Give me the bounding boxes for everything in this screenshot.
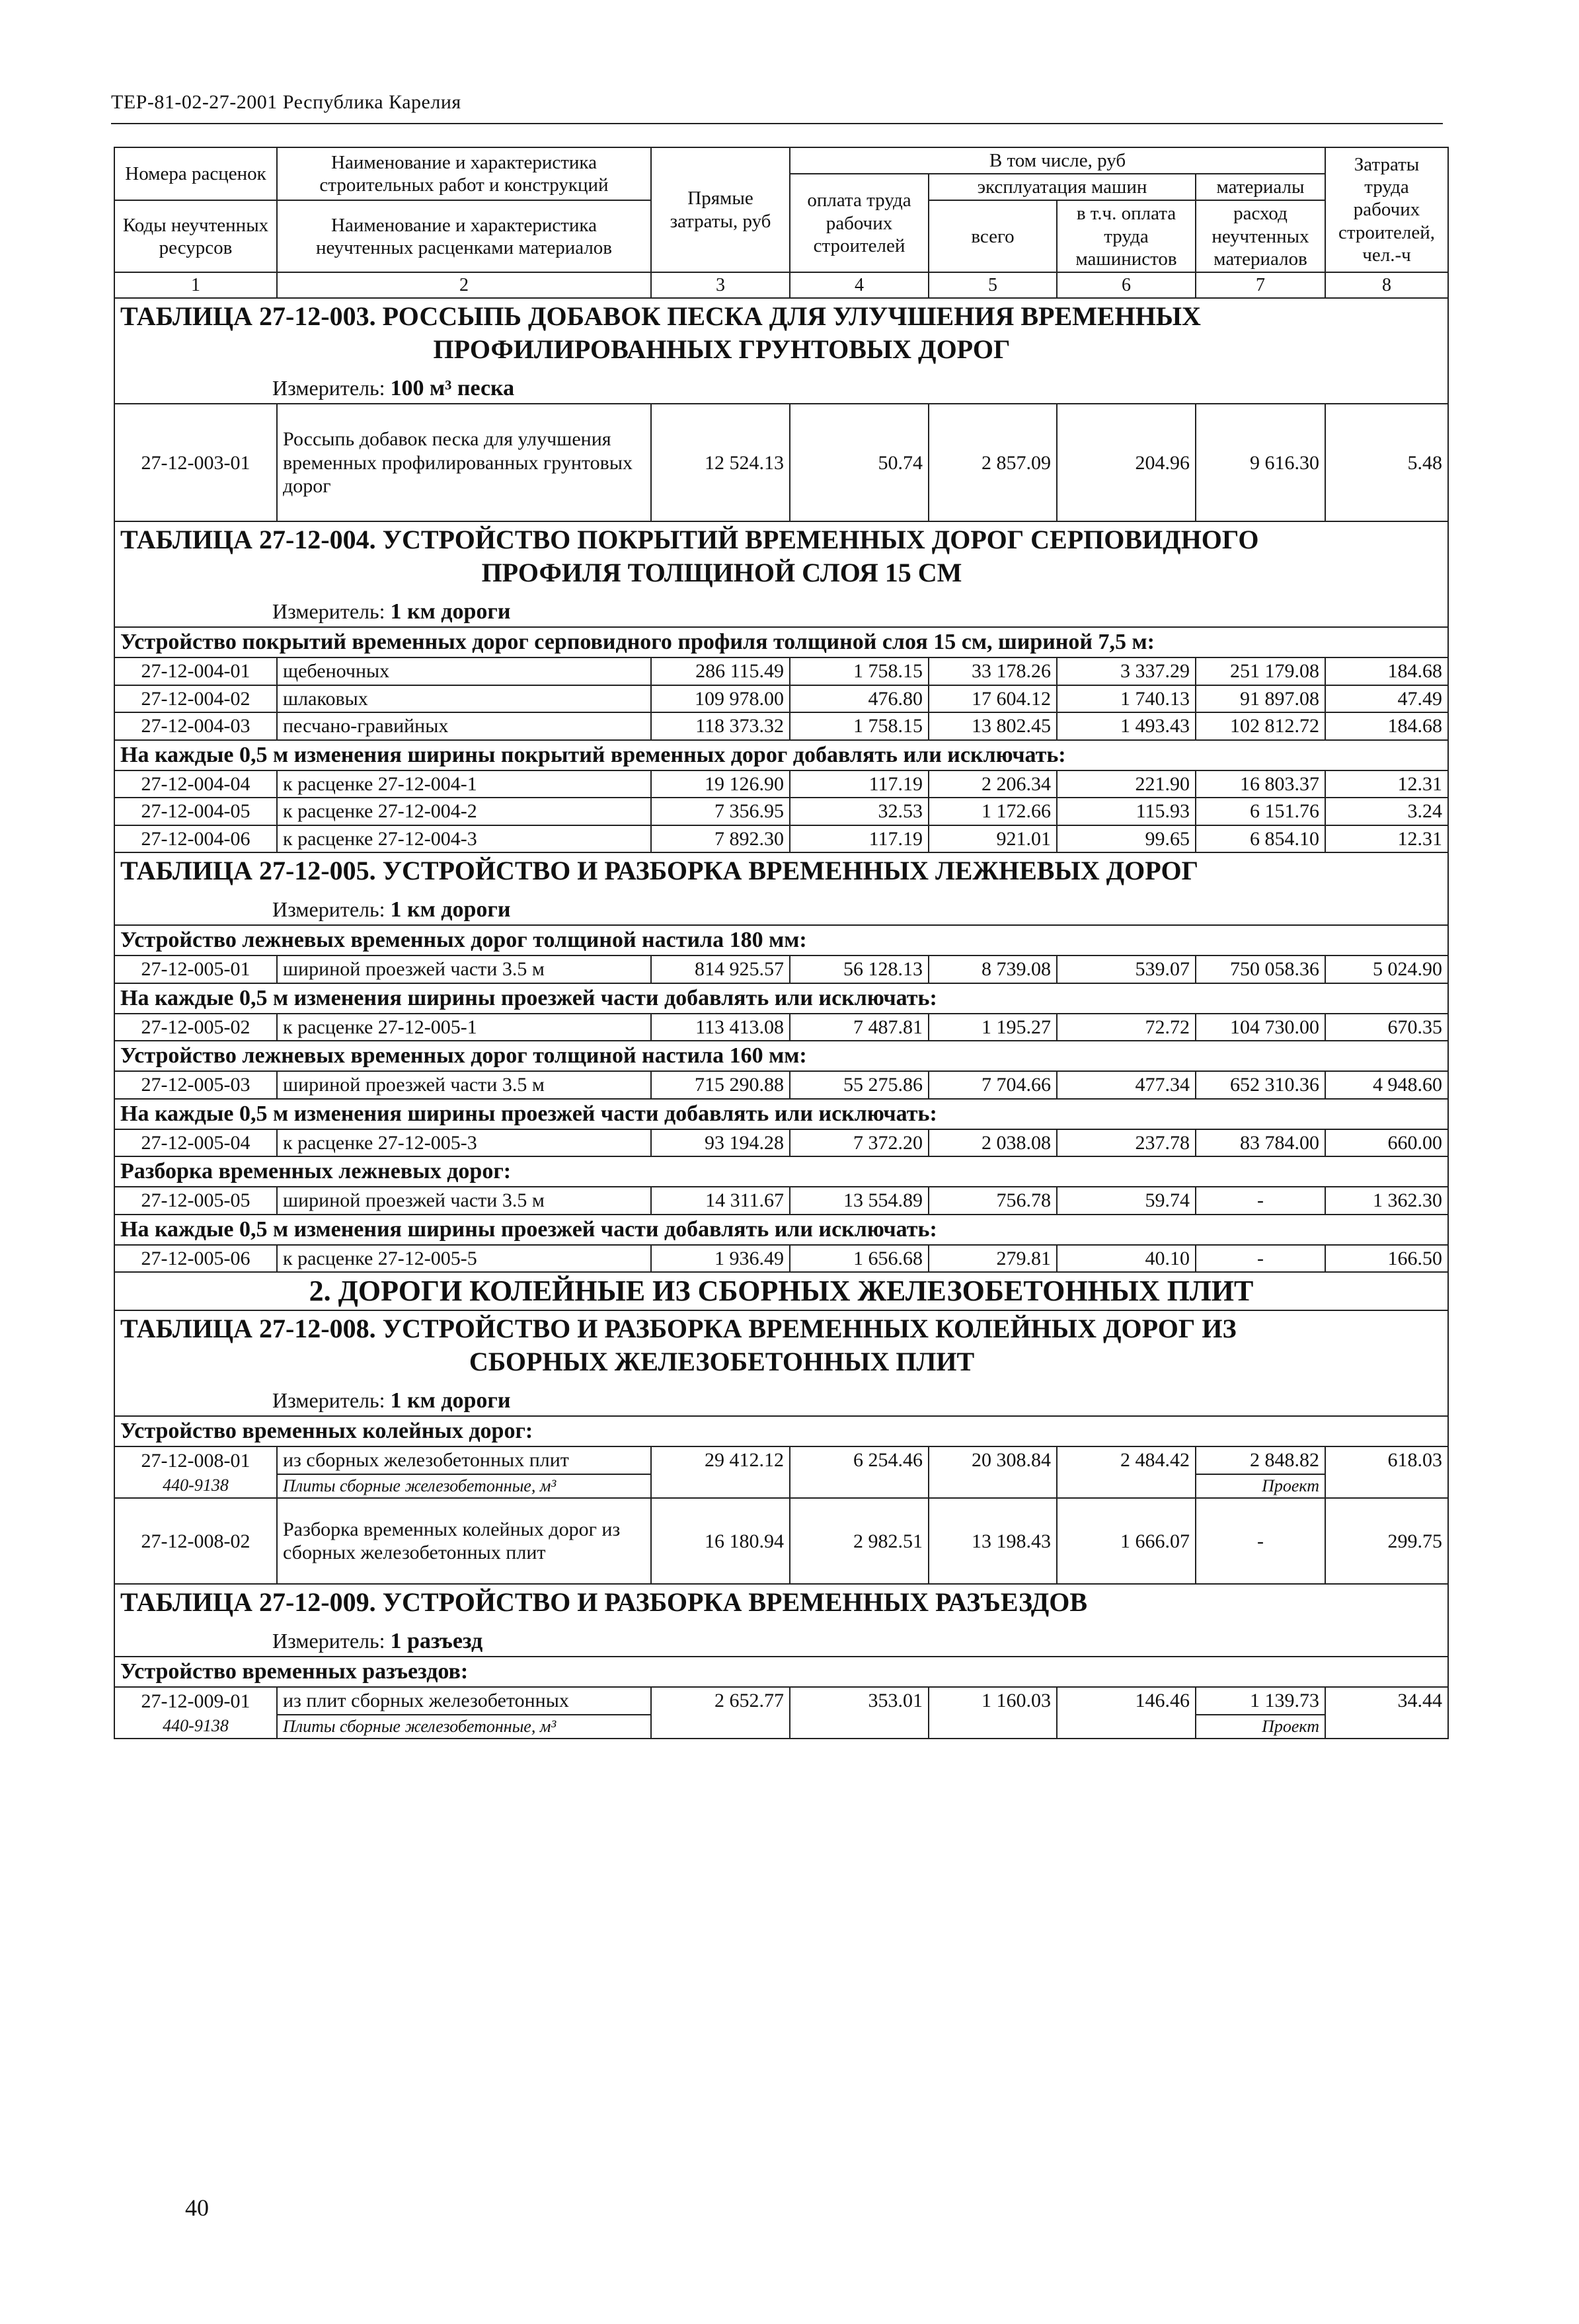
col-labor-cost: Затраты труда рабочих строителей, чел.-ч: [1325, 147, 1448, 272]
table-row: 27-12-009-01 из плит сборных железобетонных 2 652.77 353.01 1 160.03 146.46 1 139.73 34.44: [114, 1687, 1448, 1714]
table-004-subheading-row: [114, 627, 1448, 657]
table-005-subheading-6: На каждые 0,5 м изменения ширины проезжей части добавлять или исключать:: [114, 1215, 1448, 1245]
table-row: 27-12-005-05 шириной проезжей части 3.5 м 14 311.67 13 554.89 756.78 59.74 - 1 362.30: [114, 1187, 1448, 1214]
table-row: 27-12-004-02 шлаковых 109 978.00 476.80 17 604.12 1 740.13 91 897.08 47.49: [114, 685, 1448, 712]
col-num-3: 3: [651, 272, 790, 298]
table-row: 27-12-005-02 к расценке 27-12-005-1 113 413.08 7 487.81 1 195.27 72.72 104 730.00 670.35: [114, 1014, 1448, 1041]
col-incl: В том числе, руб: [790, 147, 1325, 174]
material-row: 440-9138 Плиты сборные железобетонные, м³ Проект: [114, 1474, 1448, 1499]
table-row: 27-12-004-06 к расценке 27-12-004-3 7 892.30 117.19 921.01 99.65 6 854.10 12.31: [114, 825, 1448, 852]
table-row: 27-12-005-06 к расценке 27-12-005-5 1 936.49 1 656.68 279.81 40.10 - 166.50: [114, 1245, 1448, 1272]
table-005-subheading-3: Устройство лежневых временных дорог толщиной настила 160 мм:: [114, 1041, 1448, 1071]
table-row: 27-12-003-01 Россыпь добавок песка для улучшения временных профилированных грунтовых дорог 12 524.13 50.74 2 857.09 204.96 9 616.30 5.48: [114, 404, 1448, 521]
col-machines: эксплуатация машин: [929, 174, 1196, 200]
table-004-measure: Измеритель: 1 км дороги: [272, 599, 511, 624]
col-labor-pay: оплата труда рабочих строителей: [790, 174, 929, 272]
header-row-1: [114, 147, 1448, 174]
section-2-title: 2. ДОРОГИ КОЛЕЙНЫЕ ИЗ СБОРНЫХ ЖЕЛЕЗОБЕТОННЫХ ПЛИТ: [114, 1272, 1448, 1310]
col-num-7: 7: [1196, 272, 1325, 298]
col-mach-labor: в т.ч. оплата труда машинистов: [1057, 200, 1196, 272]
material-row: 440-9138 Плиты сборные железобетонные, м³ Проект: [114, 1715, 1448, 1739]
col-res-codes: Коды неучтенных ресурсов: [114, 200, 277, 272]
section-2-row: [114, 1272, 1448, 1310]
table-row: 27-12-008-01 из сборных железобетонных плит 29 412.12 6 254.46 20 308.84 2 484.42 2 848.82 618.03: [114, 1446, 1448, 1474]
col-materials: материалы: [1196, 174, 1325, 200]
col-num-8: 8: [1325, 272, 1448, 298]
table-row: 27-12-005-03 шириной проезжей части 3.5 м 715 290.88 55 275.86 7 704.66 477.34 652 310.36 4 948.60: [114, 1071, 1448, 1098]
table-005-subheading-2: На каждые 0,5 м изменения ширины проезжей части добавлять или исключать:: [114, 983, 1448, 1014]
table-005-subheading-1: Устройство лежневых временных дорог толщиной настила 180 мм:: [114, 925, 1448, 956]
table-004-subheading-2: На каждые 0,5 м изменения ширины покрытий временных дорог добавлять или исключать:: [114, 740, 1448, 770]
table-row: 27-12-005-01 шириной проезжей части 3.5 м 814 925.57 56 128.13 8 739.08 539.07 750 058.36 5 024.90: [114, 956, 1448, 983]
table-row: 27-12-004-04 к расценке 27-12-004-1 19 126.90 117.19 2 206.34 221.90 16 803.37 12.31: [114, 770, 1448, 798]
table-004-subheading-row: [114, 740, 1448, 770]
col-rate-no: Номера расценок: [114, 147, 277, 200]
table-row: 27-12-005-04 к расценке 27-12-005-3 93 194.28 7 372.20 2 038.08 237.78 83 784.00 660.00: [114, 1129, 1448, 1156]
col-mat-unacc: расход неучтенных материалов: [1196, 200, 1325, 272]
table-005-subheading-4: На каждые 0,5 м изменения ширины проезжей части добавлять или исключать:: [114, 1099, 1448, 1129]
table-008-subheading-1: Устройство временных колейных дорог:: [114, 1416, 1448, 1446]
table-row: 27-12-004-01 щебеночных 286 115.49 1 758.15 33 178.26 3 337.29 251 179.08 184.68: [114, 657, 1448, 685]
col-work-name: Наименование и характеристика строительных работ и конструкций: [277, 147, 651, 200]
table-008-measure: Измеритель: 1 км дороги: [272, 1388, 511, 1413]
col-mat-name: Наименование и характеристика неучтенных расценками материалов: [277, 200, 651, 272]
col-num-4: 4: [790, 272, 929, 298]
col-num-2: 2: [277, 272, 651, 298]
table-004-title: ТАБЛИЦА 27-12-004. УСТРОЙСТВО ПОКРЫТИЙ ВРЕМЕННЫХ ДОРОГ СЕРПОВИДНОГО ПРОФИЛЯ ТОЛЩИНОЙ СЛОЯ 15 СМ: [120, 525, 1259, 588]
table-009-title: ТАБЛИЦА 27-12-009. УСТРОЙСТВО И РАЗБОРКА ВРЕМЕННЫХ РАЗЪЕЗДОВ: [120, 1587, 1088, 1618]
table-009-measure: Измеритель: 1 разъезд: [272, 1629, 483, 1654]
table-004-subheading-1: Устройство покрытий временных дорог серповидного профиля толщиной слоя 15 см, шириной 7,5 м:: [114, 627, 1448, 657]
column-numbers-row: [114, 272, 1448, 298]
table-009-subheading-1: Устройство временных разъездов:: [114, 1657, 1448, 1687]
running-header: ТЕР-81-02-27-2001 Республика Карелия: [111, 91, 461, 113]
table-003-measure: Измеритель: 100 м³ песка: [272, 376, 515, 401]
table-005-measure: Измеритель: 1 км дороги: [272, 897, 511, 922]
table-004-title-row: [114, 521, 1448, 627]
col-num-6: 6: [1057, 272, 1196, 298]
table-row: 27-12-008-02 Разборка временных колейных дорог из сборных железобетонных плит 16 180.94 2 982.51 13 198.43 1 666.07 - 299.75: [114, 1498, 1448, 1584]
table-row: 27-12-004-03 песчано-гравийных 118 373.32 1 758.15 13 802.45 1 493.43 102 812.72 184.68: [114, 712, 1448, 739]
col-num-1: 1: [114, 272, 277, 298]
table-005-title: ТАБЛИЦА 27-12-005. УСТРОЙСТВО И РАЗБОРКА ВРЕМЕННЫХ ЛЕЖНЕВЫХ ДОРОГ: [120, 855, 1199, 885]
table-003-title: ТАБЛИЦА 27-12-003. РОССЫПЬ ДОБАВОК ПЕСКА ДЛЯ УЛУЧШЕНИЯ ВРЕМЕННЫХ ПРОФИЛИРОВАННЫХ ГРУНТОВЫХ ДОРОГ: [120, 301, 1201, 365]
table-row: 27-12-004-05 к расценке 27-12-004-2 7 356.95 32.53 1 172.66 115.93 6 151.76 3.24: [114, 798, 1448, 825]
col-num-5: 5: [929, 272, 1057, 298]
table-003-title-row: [114, 298, 1448, 404]
table-005-subheading-5: Разборка временных лежневых дорог:: [114, 1156, 1448, 1187]
rates-table: [114, 147, 1449, 1739]
table-008-title: ТАБЛИЦА 27-12-008. УСТРОЙСТВО И РАЗБОРКА ВРЕМЕННЫХ КОЛЕЙНЫХ ДОРОГ ИЗ СБОРНЫХ ЖЕЛЕЗОБЕТОННЫХ ПЛИТ: [120, 1313, 1237, 1376]
table-008-title-row: [114, 1310, 1448, 1416]
col-direct: Прямые затраты, руб: [651, 147, 790, 272]
col-mach-total: всего: [929, 200, 1057, 272]
page-number: 40: [185, 2194, 209, 2221]
table-005-title-row: [114, 852, 1448, 925]
header-rule: [111, 123, 1443, 124]
table-009-title-row: [114, 1584, 1448, 1657]
